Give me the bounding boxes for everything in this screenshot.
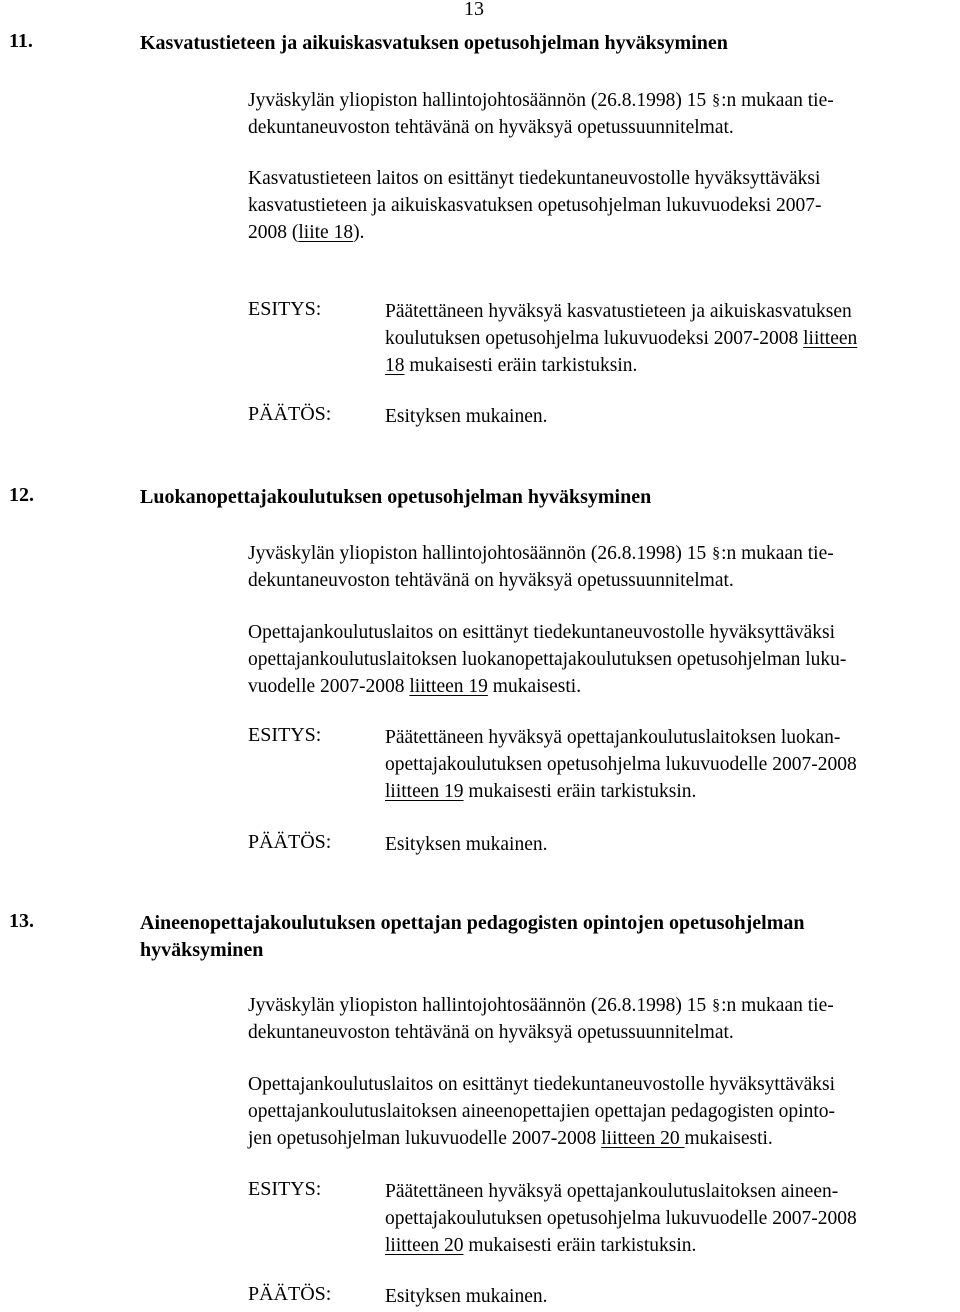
section-13-esitys-text: Päätettäneen hyväksyä opettajankoulutuslaitoksen aineen- opettajakoulutuksen opetusohjelma lukuvuodelle 2007-2008 liitteen 20 mukaisesti eräin tarkistuksin. xyxy=(385,1181,857,1256)
section-12-paatos-text: Esityksen mukainen. xyxy=(385,834,548,855)
esitys-label: ESITYS: xyxy=(248,724,322,746)
section-title: Luokanopettajakoulutuksen opetusohjelman hyväksyminen xyxy=(140,486,652,508)
attachment-link[interactable]: liitteen 20 xyxy=(601,1128,685,1149)
attachment-link[interactable]: liitteen xyxy=(803,328,858,349)
section-13-paatos-text: Esityksen mukainen. xyxy=(385,1286,548,1307)
section-number: 12. xyxy=(9,484,34,506)
paatos-label: PÄÄTÖS: xyxy=(248,403,332,425)
esitys-label: ESITYS: xyxy=(248,298,322,320)
attachment-link[interactable]: 18 xyxy=(385,355,405,376)
attachment-link[interactable]: liitteen 20 xyxy=(385,1235,464,1256)
section-number: 13. xyxy=(9,910,34,932)
section-11-proposal-paragraph: Kasvatustieteen laitos on esittänyt tiedekuntaneuvostolle hyväksyttäväksi kasvatustieteen ja aikuiskasvatuksen opetusohjelman lukuvuodeksi 2007- 2008 (liite 18). xyxy=(248,168,822,243)
section-12-proposal-paragraph: Opettajankoulutuslaitos on esittänyt tiedekuntaneuvostolle hyväksyttäväksi opettajankoulutuslaitoksen luokanopettajakoulutuksen opetusohjelman luku- vuodelle 2007-2008 liitteen 19 mukaisesti. xyxy=(248,622,847,697)
attachment-link[interactable]: liitteen 19 xyxy=(409,676,488,697)
section-number: 11. xyxy=(9,30,33,52)
section-title: Kasvatustieteen ja aikuiskasvatuksen opetusohjelman hyväksyminen xyxy=(140,32,728,54)
attachment-link[interactable]: liite 18 xyxy=(298,222,354,243)
esitys-label: ESITYS: xyxy=(248,1178,322,1200)
section-11-rule-paragraph: Jyväskylän yliopiston hallintojohtosäännön (26.8.1998) 15 §:n mukaan tie- dekuntaneuvoston tehtävänä on hyväksyä opetussuunnitelmat. xyxy=(248,87,948,141)
section-symbol: § xyxy=(712,997,721,1014)
section-11-esitys-text: Päätettäneen hyväksyä kasvatustieteen ja aikuiskasvatuksen koulutuksen opetusohjelma lukuvuodeksi 2007-2008 liitteen 18 mukaisesti eräin tarkistuksin. xyxy=(385,301,858,376)
section-11-paatos-text: Esityksen mukainen. xyxy=(385,406,548,427)
paatos-label: PÄÄTÖS: xyxy=(248,1283,332,1305)
paatos-label: PÄÄTÖS: xyxy=(248,831,332,853)
section-13-rule-paragraph: Jyväskylän yliopiston hallintojohtosäännön (26.8.1998) 15 §:n mukaan tie- dekuntaneuvoston tehtävänä on hyväksyä opetussuunnitelmat. xyxy=(248,992,948,1046)
page-number: 13 xyxy=(464,0,484,20)
attachment-link[interactable]: liitteen 19 xyxy=(385,781,464,802)
section-12-rule-paragraph: Jyväskylän yliopiston hallintojohtosäännön (26.8.1998) 15 §:n mukaan tie- dekuntaneuvoston tehtävänä on hyväksyä opetussuunnitelmat. xyxy=(248,540,948,594)
section-13-proposal-paragraph: Opettajankoulutuslaitos on esittänyt tiedekuntaneuvostolle hyväksyttäväksi opettajankoulutuslaitoksen aineenopettajien opettajan pedagogisten opinto- jen opetusohjelman lukuvuodelle 2007-2008 liitteen 20 mukaisesti. xyxy=(248,1074,836,1149)
section-symbol: § xyxy=(712,545,721,562)
section-symbol: § xyxy=(712,92,721,109)
section-title: Aineenopettajakoulutuksen opettajan pedagogisten opintojen opetusohjelman hyväksyminen xyxy=(140,912,805,961)
section-12-esitys-text: Päätettäneen hyväksyä opettajankoulutuslaitoksen luokan- opettajakoulutuksen opetusohjelma lukuvuodelle 2007-2008 liitteen 19 mukaisesti eräin tarkistuksin. xyxy=(385,727,857,802)
